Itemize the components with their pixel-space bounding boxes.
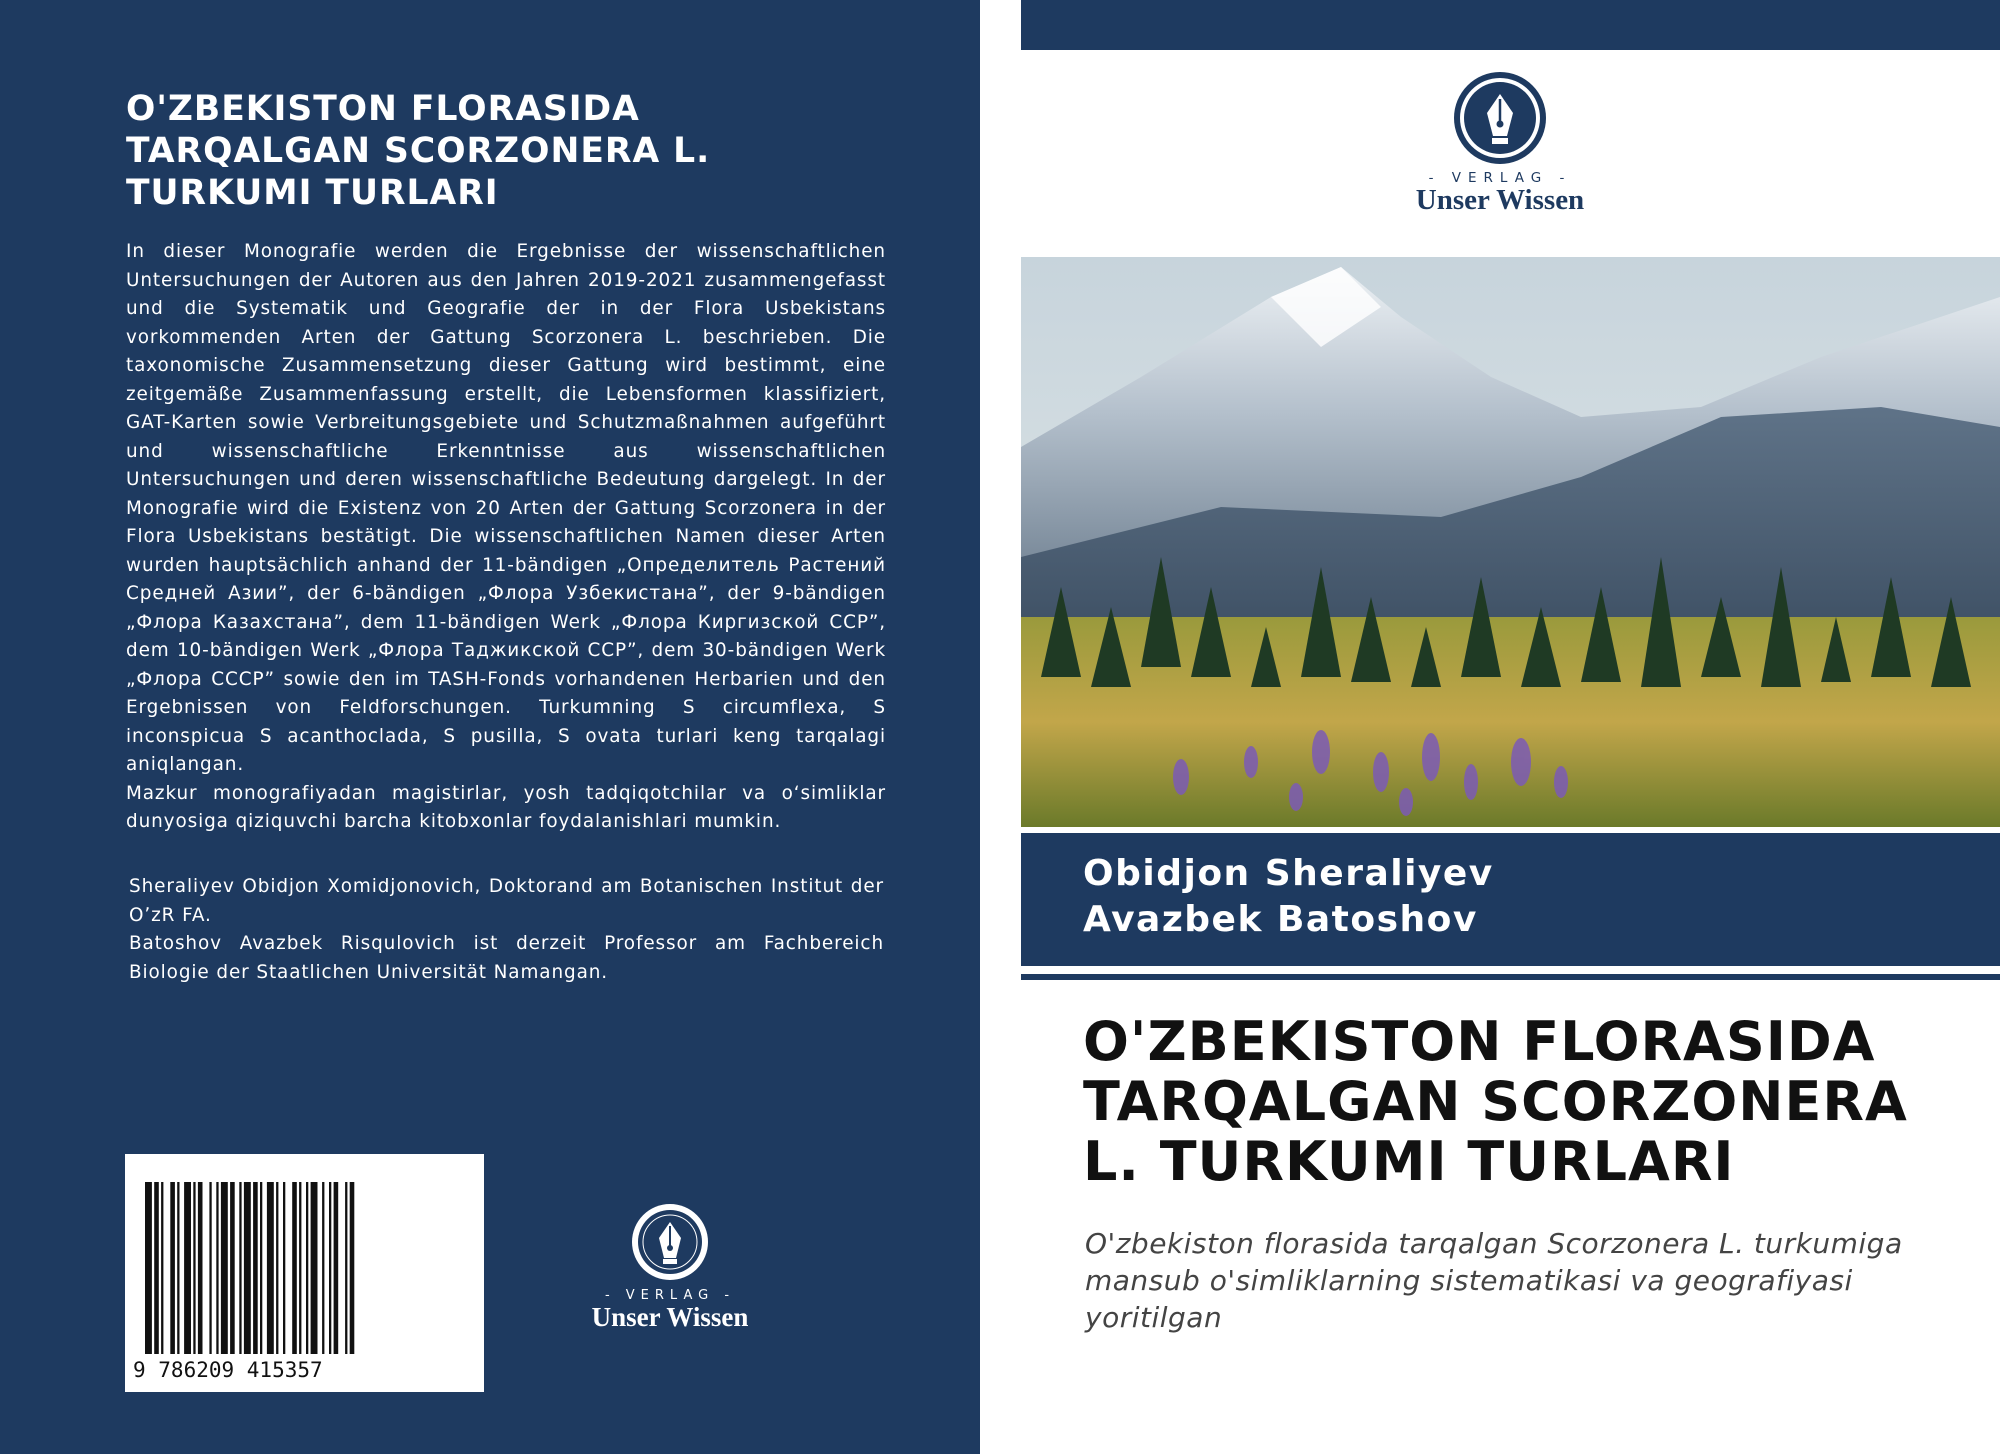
back-publisher-logo	[560, 1200, 780, 1340]
front-cover-subtitle	[1085, 1225, 1985, 1336]
back-logo-verlag: - VERLAG -	[604, 1288, 736, 1303]
front-title-line-1: O'ZBEKISTON FLORASIDA	[1083, 1010, 1876, 1073]
front-title-line-2: TARQALGAN SCORZONERA	[1083, 1070, 1908, 1133]
subtitle-line-1: O'zbekiston florasida tarqalgan Scorzonera L. turkumiga	[1085, 1227, 1903, 1260]
author-band	[1021, 833, 2000, 966]
author-bio-1: Sheraliyev Obidjon Xomidjonovich, Doktorand am Botanischen Institut der OʼzR FA.	[129, 876, 884, 926]
author-bio-2: Batoshov Avazbek Risqulovich ist derzeit Professor am Fachbereich Biologie der Staatlichen Universität Namangan.	[129, 933, 884, 983]
front-logo-brand: Unser Wissen	[1415, 184, 1585, 216]
pen-nib-logo-icon	[1380, 70, 1620, 170]
barcode-icon	[125, 1154, 484, 1392]
back-logo-brand: Unser Wissen	[591, 1302, 749, 1332]
mountain-meadow-photo	[1021, 257, 2000, 827]
back-cover-blurb	[126, 238, 886, 837]
blurb-paragraph-1: In dieser Monografie werden die Ergebnisse der wissenschaftlichen Untersuchungen der Autoren aus den Jahren 2019-2021 zusammengefasst und die Systematik und Geografie der in der Flora Usbekistans vorkommenden Arten der Gattung Scorzonera L. beschrieben. Die taxonomische Zusammensetzung dieser Gattung wird bestimmt, eine zeitgemäße Zusammenfassung erstellt, die Lebensformen klassifiziert, GAT-Karten sowie Verbreitungsgebiete und Schutzmaßnahmen aufgeführt und wissenschaftliche Erkenntnisse aus wissenschaftlichen Untersuchungen und deren wissenschaftliche Bedeutung dargelegt. In der Monografie wird die Existenz von 20 Arten der Gattung Scorzonera in der Flora Usbekistans bestätigt. Die wissenschaftlichen Namen dieser Arten wurden hauptsächlich anhand der 11-bändigen „Определитель Растений Средней Азии”, der 6-bändigen „Флора Узбекистана”, der 9-bändigen „Флора Казахстана”, dem 11-bändigen Werk „Флора Киргизской ССР”, dem 10-bändigen Werk „Флора Таджикской ССР”, dem 30-bändigen Werk „Флора СССР” sowie den im TASH-Fonds vorhandenen Herbarien und den Ergebnissen von Feldforschungen. Turkumning S circumflexa, S inconspicua S acanthoclada, S pusilla, S ovata turlari keng tarqalagi aniqlangan.	[126, 241, 886, 775]
author-name-1: Obidjon Sheraliyev	[1083, 853, 1494, 894]
front-top-bar	[1021, 0, 2000, 50]
isbn-barcode	[125, 1154, 484, 1392]
front-publisher-logo	[1380, 70, 1620, 230]
blurb-paragraph-2: Mazkur monografiyadan magistirlar, yosh tadqiqotchilar va oʻsimliklar dunyosiga qiziquvchi barcha kitobxonlar foydalanishlari mumkin.	[126, 782, 886, 832]
back-title-line-1: O'ZBEKISTON FLORASIDA	[126, 89, 640, 129]
pen-nib-logo-icon	[560, 1200, 780, 1290]
divider-rule	[1021, 974, 2000, 980]
back-title-line-2: TARQALGAN SCORZONERA L.	[126, 131, 711, 171]
back-title-line-3: TURKUMI TURLARI	[126, 173, 499, 213]
back-cover-title	[126, 88, 886, 214]
isbn-number: 9 786209 415357	[133, 1358, 323, 1382]
author-name-2: Avazbek Batoshov	[1083, 899, 1478, 940]
front-logo-verlag: - VERLAG -	[1428, 170, 1572, 186]
author-bios	[129, 873, 884, 987]
front-cover-title	[1083, 1012, 1983, 1192]
back-cover	[0, 0, 980, 1454]
subtitle-line-2: mansub o'simliklarning sistematikasi va geografiyasi	[1085, 1264, 1853, 1297]
front-title-line-3: L. TURKUMI TURLARI	[1083, 1130, 1735, 1193]
subtitle-line-3: yoritilgan	[1085, 1301, 1223, 1334]
spine	[980, 0, 1021, 1454]
